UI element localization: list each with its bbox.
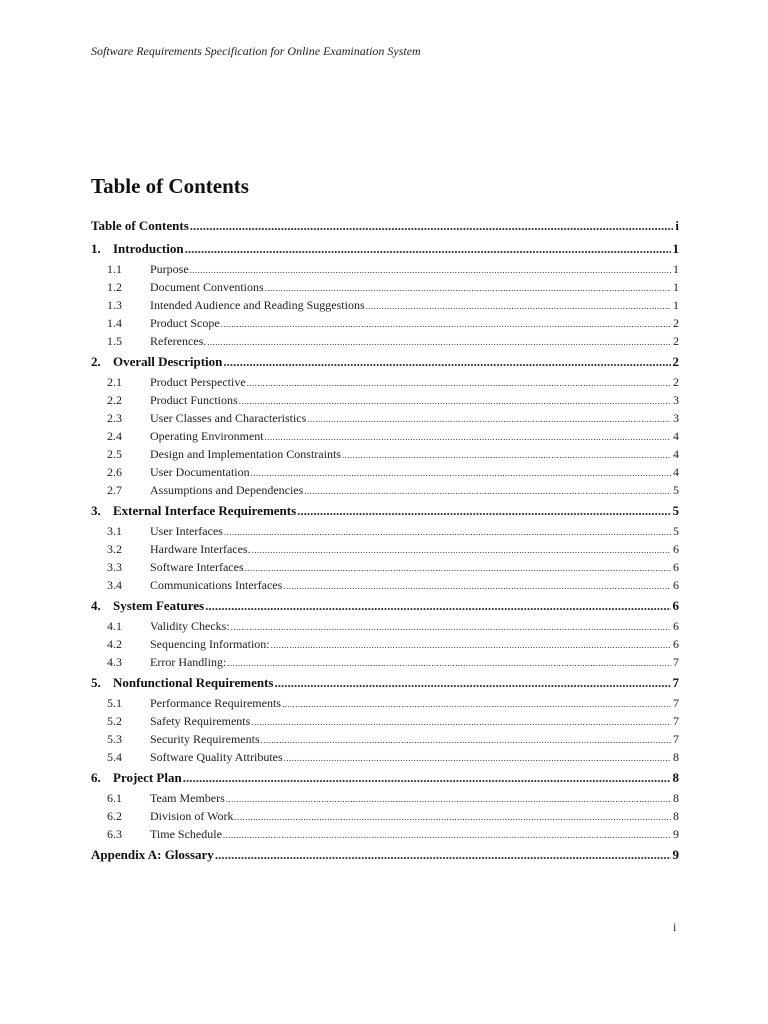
toc-entry-page: 2 (673, 316, 679, 330)
toc-entry-title: External Interface Requirements (113, 503, 297, 518)
toc-entry-page: 2 (673, 375, 679, 389)
toc-entry-title: Introduction (113, 241, 184, 256)
toc-entry-page: 6 (673, 542, 679, 556)
toc-entry-page: 7 (672, 675, 679, 690)
toc-subsection-entry[interactable] (91, 463, 679, 481)
toc-entry-title: Assumptions and Dependencies (150, 483, 304, 497)
dot-leader (252, 540, 671, 558)
toc-entry-number: 2.6 (107, 465, 122, 479)
toc-section-entry[interactable] (91, 596, 679, 617)
toc-entry-title: Purpose (150, 262, 189, 276)
toc-entry-page: 1 (673, 280, 679, 294)
toc-entry-number: 2. (91, 354, 101, 369)
dot-leader (247, 373, 671, 391)
toc-subsection-entry[interactable] (91, 481, 679, 499)
page-title: Table of Contents (91, 174, 249, 198)
dot-leader (227, 653, 671, 671)
toc-entry-page: 2 (673, 334, 679, 348)
toc-entry-title: User Interfaces (150, 524, 223, 538)
toc-entry-page: 5 (673, 483, 679, 497)
toc-entry-title: Division of Work (150, 809, 234, 823)
dot-leader (304, 481, 671, 499)
toc-entry-page: 7 (673, 732, 679, 746)
toc-section-entry[interactable] (91, 673, 679, 694)
toc-entry-title: Sequencing Information: (150, 637, 270, 651)
toc-entry-page: 6 (673, 578, 679, 592)
toc-entry-page: 3 (673, 411, 679, 425)
toc-entry-page: 8 (673, 750, 679, 764)
toc-entry-number: 1.4 (107, 316, 122, 330)
toc-entry-title: Document Conventions (150, 280, 264, 294)
toc-subsection-entry[interactable] (91, 427, 679, 445)
toc-entry-title: Software Quality Attributes (150, 750, 283, 764)
toc-subsection-entry[interactable] (91, 314, 679, 332)
toc-entry-title: Product Perspective (150, 375, 246, 389)
toc-entry-title: Time Schedule (150, 827, 222, 841)
toc-subsection-entry[interactable] (91, 558, 679, 576)
toc-entry-number: 1. (91, 241, 101, 256)
toc-entry-page: 1 (673, 298, 679, 312)
toc-entry-number: 4.2 (107, 637, 122, 651)
toc-subsection-entry[interactable] (91, 807, 679, 825)
toc-entry-title: Validity Checks: (150, 619, 230, 633)
toc-subsection-entry[interactable] (91, 748, 679, 766)
running-header: Software Requirements Specification for Online Examination System (91, 44, 421, 58)
toc-entry-number: 3.1 (107, 524, 122, 538)
dot-leader (265, 278, 671, 296)
dot-leader (183, 768, 671, 788)
table-of-contents (91, 216, 679, 866)
toc-entry-title: Hardware Interfaces. (150, 542, 251, 556)
toc-entry-page: 6 (673, 619, 679, 633)
toc-entry-title: Project Plan (113, 770, 182, 785)
toc-entry-number: 1.1 (107, 262, 122, 276)
toc-entry-number: 3.2 (107, 542, 122, 556)
toc-entry-page: 6 (673, 637, 679, 651)
toc-entry-title: Error Handling: (150, 655, 227, 669)
dot-leader (283, 576, 671, 594)
dot-leader (307, 409, 671, 427)
toc-entry-number: 1.5 (107, 334, 122, 348)
toc-subsection-entry[interactable] (91, 653, 679, 671)
dot-leader (205, 596, 670, 616)
dot-leader (274, 673, 670, 693)
toc-entry-title: User Classes and Characteristics (150, 411, 307, 425)
dot-leader (265, 427, 671, 445)
toc-entry-page: 8 (672, 770, 679, 785)
toc-entry-title: User Documentation (150, 465, 250, 479)
toc-subsection-entry[interactable] (91, 445, 679, 463)
toc-entry-title: Team Members (150, 791, 225, 805)
toc-entry-page: 3 (673, 393, 679, 407)
toc-subsection-entry[interactable] (91, 522, 679, 540)
dot-leader (342, 445, 671, 463)
dot-leader (223, 352, 670, 372)
toc-entry-page: 5 (673, 524, 679, 538)
dot-leader (207, 332, 671, 350)
toc-entry-number: 1.2 (107, 280, 122, 294)
dot-leader (366, 296, 671, 314)
toc-subsection-entry[interactable] (91, 617, 679, 635)
dot-leader (223, 825, 671, 843)
toc-entry-number: 6.2 (107, 809, 122, 823)
toc-entry-title: Nonfunctional Requirements (113, 675, 274, 690)
toc-section-entry[interactable] (91, 216, 679, 237)
toc-entry-number: 5.1 (107, 696, 122, 710)
toc-subsection-entry[interactable] (91, 825, 679, 843)
toc-entry-title: Software Interfaces (150, 560, 244, 574)
toc-entry-title: Security Requirements (150, 732, 260, 746)
toc-entry-number: 2.3 (107, 411, 122, 425)
toc-entry-page: 5 (672, 503, 679, 518)
toc-entry-title: Table of Contents (91, 218, 189, 233)
toc-entry-number: 5. (91, 675, 101, 690)
toc-subsection-entry[interactable] (91, 694, 679, 712)
toc-section-entry[interactable] (91, 239, 679, 260)
toc-entry-number: 2.7 (107, 483, 122, 497)
toc-entry-number: 4.1 (107, 619, 122, 633)
dot-leader (215, 845, 671, 865)
toc-entry-number: 2.5 (107, 447, 122, 461)
toc-entry-number: 6.1 (107, 791, 122, 805)
toc-entry-title: Design and Implementation Constraints (150, 447, 341, 461)
toc-entry-number: 6.3 (107, 827, 122, 841)
toc-entry-page: 8 (673, 791, 679, 805)
toc-entry-number: 1.3 (107, 298, 122, 312)
dot-leader (251, 712, 671, 730)
toc-entry-number: 5.4 (107, 750, 122, 764)
toc-subsection-entry[interactable] (91, 260, 679, 278)
toc-entry-number: 5.3 (107, 732, 122, 746)
toc-entry-title: System Features (113, 598, 205, 613)
toc-entry-number: 2.4 (107, 429, 122, 443)
toc-entry-title: Operating Environment (150, 429, 264, 443)
toc-subsection-entry[interactable] (91, 278, 679, 296)
toc-section-entry[interactable] (91, 768, 679, 789)
dot-leader (239, 391, 671, 409)
dot-leader (271, 635, 671, 653)
toc-subsection-entry[interactable] (91, 789, 679, 807)
toc-entry-number: 2.2 (107, 393, 122, 407)
toc-entry-title: Intended Audience and Reading Suggestions (150, 298, 365, 312)
toc-entry-page: 1 (673, 262, 679, 276)
dot-leader (282, 694, 671, 712)
toc-entry-number: 4.3 (107, 655, 122, 669)
dot-leader (245, 558, 671, 576)
dot-leader (185, 239, 671, 259)
toc-entry-number: 4. (91, 598, 101, 613)
dot-leader (297, 501, 670, 521)
toc-entry-page: 6 (672, 598, 679, 613)
toc-entry-page: 2 (672, 354, 679, 369)
toc-entry-title: Appendix A: Glossary (91, 847, 214, 862)
toc-entry-number: 3.3 (107, 560, 122, 574)
toc-entry-page: 6 (673, 560, 679, 574)
toc-entry-page: 9 (673, 827, 679, 841)
toc-subsection-entry[interactable] (91, 635, 679, 653)
toc-entry-title: Product Scope (150, 316, 220, 330)
toc-subsection-entry[interactable] (91, 409, 679, 427)
dot-leader (224, 522, 671, 540)
toc-entry-page: 4 (673, 465, 679, 479)
toc-entry-title: References. (150, 334, 207, 348)
toc-entry-page: i (675, 218, 679, 233)
toc-entry-title: Communications Interfaces (150, 578, 283, 592)
dot-leader (234, 807, 671, 825)
toc-section-entry[interactable] (91, 501, 679, 522)
dot-leader (190, 260, 671, 278)
page-number: i (673, 920, 677, 934)
toc-entry-page: 4 (673, 447, 679, 461)
toc-subsection-entry[interactable] (91, 576, 679, 594)
dot-leader (261, 730, 671, 748)
toc-entry-title: Overall Description (113, 354, 223, 369)
toc-section-entry[interactable] (91, 352, 679, 373)
dot-leader (226, 789, 671, 807)
dot-leader (284, 748, 671, 766)
toc-entry-title: Product Functions (150, 393, 238, 407)
dot-leader (231, 617, 671, 635)
toc-entry-page: 9 (672, 847, 679, 862)
dot-leader (221, 314, 671, 332)
toc-subsection-entry[interactable] (91, 730, 679, 748)
toc-subsection-entry[interactable] (91, 540, 679, 558)
toc-entry-number: 5.2 (107, 714, 122, 728)
toc-entry-page: 1 (672, 241, 679, 256)
toc-subsection-entry[interactable] (91, 373, 679, 391)
toc-subsection-entry[interactable] (91, 296, 679, 314)
toc-entry-number: 3.4 (107, 578, 122, 592)
toc-entry-page: 8 (673, 809, 679, 823)
toc-entry-page: 7 (673, 655, 679, 669)
dot-leader (190, 216, 674, 236)
toc-subsection-entry[interactable] (91, 391, 679, 409)
toc-entry-title: Performance Requirements (150, 696, 281, 710)
toc-subsection-entry[interactable] (91, 332, 679, 350)
dot-leader (251, 463, 671, 481)
toc-entry-title: Safety Requirements (150, 714, 251, 728)
toc-entry-number: 6. (91, 770, 101, 785)
toc-section-entry[interactable] (91, 845, 679, 866)
toc-entry-number: 3. (91, 503, 101, 518)
toc-entry-number: 2.1 (107, 375, 122, 389)
toc-entry-page: 7 (673, 714, 679, 728)
toc-subsection-entry[interactable] (91, 712, 679, 730)
toc-entry-page: 7 (673, 696, 679, 710)
toc-entry-page: 4 (673, 429, 679, 443)
